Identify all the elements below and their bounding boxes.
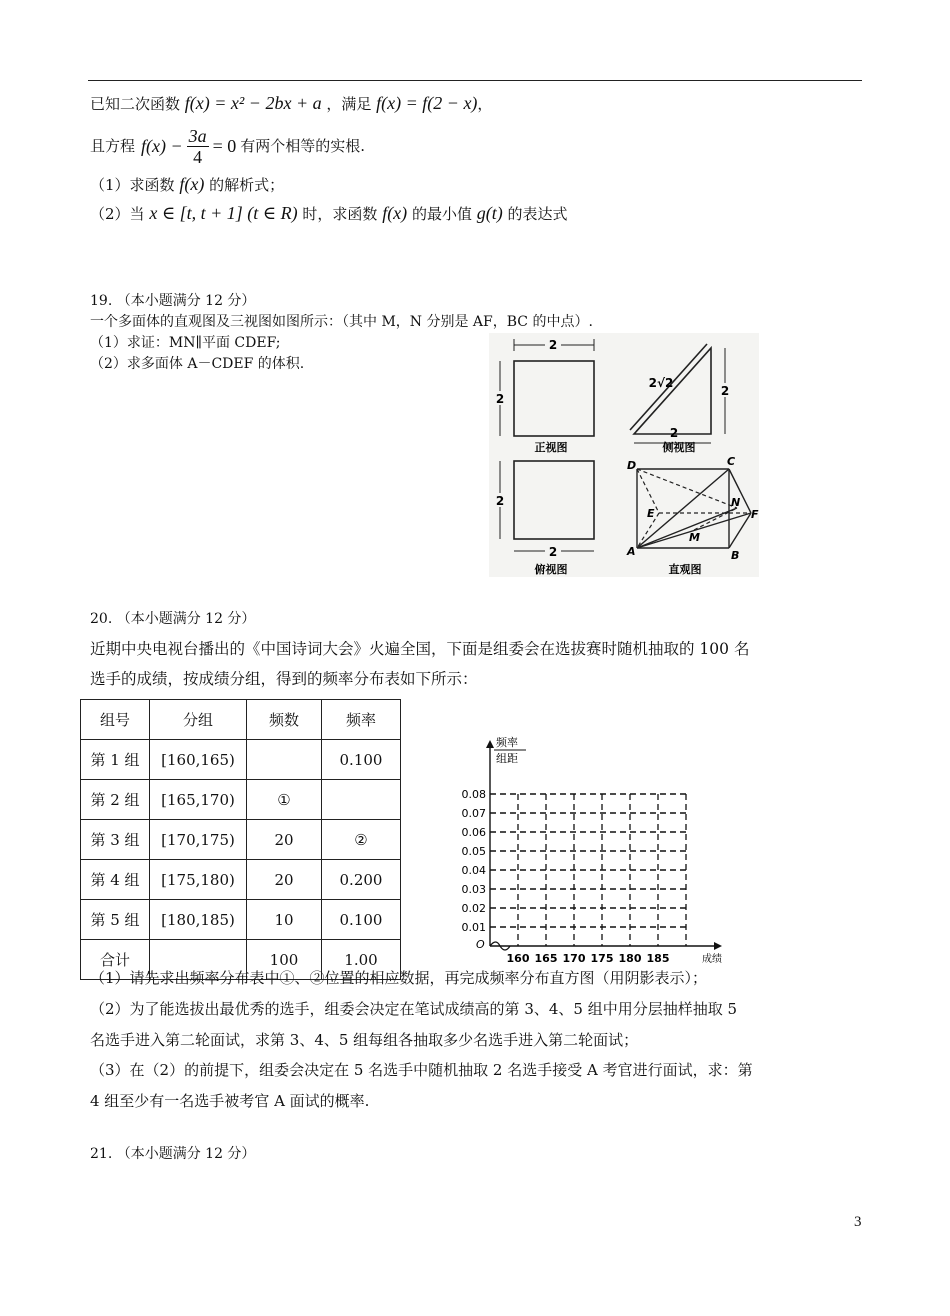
table-cell: [247, 740, 322, 780]
histogram-svg: [452, 734, 722, 980]
x-tick-label: 185: [646, 952, 670, 965]
q21-header: 21. （本小题满分 12 分）: [90, 1146, 256, 1162]
y-tick-label: 0.07: [461, 807, 486, 820]
table-row: [81, 820, 401, 860]
table-cell: 100: [247, 940, 322, 980]
frequency-table: [80, 699, 401, 980]
q20-part1: （1）请先求出频率分布表中①、②位置的相应数据，再完成频率分布直方图（用阴影表示）；: [90, 969, 708, 987]
x-tick-label: 175: [590, 952, 614, 965]
q20-part2b: 名选手进入第二轮面试，求第 3、4、5 组每组各抽取多少名选手进入第二轮面试；: [90, 1031, 639, 1049]
q20-header: 20. （本小题满分 12 分）: [90, 611, 256, 627]
side-view-triangle: [634, 348, 711, 434]
table-cell: [165,170): [150, 780, 247, 820]
q18-p2-g: g(t): [476, 203, 503, 223]
top-view-label: 俯视图: [534, 563, 568, 576]
x-tick-label: 160: [506, 952, 530, 965]
table-header: 频数: [247, 700, 322, 740]
q18-p2-post: 的表达式: [507, 205, 568, 223]
histogram-grid: [490, 794, 686, 946]
q20-intro-2: 选手的成绩，按成绩分组，得到的频率分布表如下所示：: [90, 670, 478, 688]
pt-D: D: [627, 459, 637, 472]
table-cell: 第 2 组: [81, 780, 150, 820]
q18-p2-f: f(x): [382, 203, 408, 223]
top-rule: [88, 80, 862, 81]
y-tick-label: 0.08: [461, 788, 486, 801]
y-axis-arrow: [486, 740, 494, 748]
table-cell: 0.200: [322, 860, 401, 900]
table-header-row: [81, 700, 401, 740]
q18-p2-mid: 时，求函数: [302, 205, 378, 223]
y-label-top: 频率: [496, 736, 518, 749]
table-cell: 20: [247, 860, 322, 900]
table-cell: ②: [322, 820, 401, 860]
q18-line2-eq: = 0: [212, 136, 237, 156]
pt-B: B: [731, 549, 740, 562]
table-row: [81, 740, 401, 780]
table-cell: [160,165): [150, 740, 247, 780]
q18-fraction: [187, 126, 209, 167]
y-label-bottom: 组距: [496, 752, 518, 765]
q18-condition: f(x) = f(2 − x): [376, 93, 478, 113]
origin-label: O: [476, 938, 485, 951]
y-tick-label: 0.01: [461, 921, 486, 934]
q18-line2-post: 有两个相等的实根.: [240, 137, 366, 155]
q18-line1-end: ，: [477, 95, 493, 113]
pt-A: A: [627, 545, 636, 558]
table-row: [81, 780, 401, 820]
histogram: [452, 734, 722, 980]
fraction-numerator: 3a: [188, 125, 207, 146]
y-tick-label: 0.05: [461, 845, 486, 858]
y-tick-label: 0.04: [461, 864, 486, 877]
table-cell: 第 1 组: [81, 740, 150, 780]
q20-part3b: 4 组至少有一名选手被考官 A 面试的概率.: [90, 1092, 370, 1110]
side-view-label: 侧视图: [662, 441, 696, 454]
table-cell: [175,180): [150, 860, 247, 900]
table-cell: 第 4 组: [81, 860, 150, 900]
q18-line2-pre: 且方程: [90, 137, 136, 155]
q18-line1-mid: ，满足: [326, 95, 372, 113]
table-cell: 第 5 组: [81, 900, 150, 940]
table-row: [81, 860, 401, 900]
table-cell: ①: [247, 780, 322, 820]
table-cell: 1.00: [322, 940, 401, 980]
table-cell: [170,175): [150, 820, 247, 860]
table-header: 频率: [322, 700, 401, 740]
page-number: 3: [854, 1214, 862, 1230]
q18-line2: [90, 122, 365, 170]
table-header: 组号: [81, 700, 150, 740]
q18-p2-pre: （2）当: [90, 205, 145, 223]
top-view-square: [514, 461, 594, 539]
pt-C: C: [727, 455, 736, 468]
top-dim-bottom: 2: [548, 545, 558, 559]
front-dim-left: 2: [495, 392, 505, 406]
front-view-square: [514, 361, 594, 436]
q19-header: 19. （本小题满分 12 分）: [90, 293, 256, 309]
y-tick-label: 0.02: [461, 902, 486, 915]
table-cell: [180,185): [150, 900, 247, 940]
q20-part3a: （3）在（2）的前提下，组委会决定在 5 名选手中随机抽取 2 名选手接受 A 考官进行面试，求：第: [90, 1061, 753, 1079]
table-cell: 合计: [81, 940, 150, 980]
table-row: [81, 900, 401, 940]
table-cell: 10: [247, 900, 322, 940]
q18-p1-post: 的解析式；: [209, 176, 285, 194]
q19-intro: 一个多面体的直观图及三视图如图所示：（其中 M，N 分别是 AF，BC 的中点）.: [90, 314, 593, 330]
q18-line1: [90, 93, 492, 114]
table-cell: 0.100: [322, 740, 401, 780]
table-cell: 0.100: [322, 900, 401, 940]
q18-part1: [90, 174, 284, 195]
side-dim-hyp: 2√2: [648, 376, 674, 390]
q18-p1-pre: （1）求函数: [90, 176, 175, 194]
table-cell: 第 3 组: [81, 820, 150, 860]
q18-line2-f: f(x) −: [141, 136, 183, 156]
front-view-label: 正视图: [534, 441, 568, 454]
pt-N: N: [731, 496, 741, 509]
q18-line1-pre: 已知二次函数: [90, 95, 181, 113]
pt-E: E: [647, 507, 655, 520]
q19-part1: （1）求证：MN∥平面 CDEF;: [90, 335, 281, 351]
top-dim-left: 2: [495, 494, 505, 508]
y-tick-label: 0.06: [461, 826, 486, 839]
q19-part2: （2）求多面体 A－CDEF 的体积.: [90, 356, 305, 372]
x-tick-label: 165: [534, 952, 558, 965]
table-cell: 20: [247, 820, 322, 860]
q20-part2a: （2）为了能选拔出最优秀的选手，组委会决定在笔试成绩高的第 3、4、5 组中用分层抽样抽取 5: [90, 1000, 738, 1018]
x-tick-label: 180: [618, 952, 642, 965]
q18-p2-mid2: 的最小值: [411, 205, 472, 223]
x-axis-label: 成绩: [702, 954, 722, 965]
y-tick-label: 0.03: [461, 883, 486, 896]
q18-part2: [90, 203, 568, 224]
direct-view-label: 直观图: [668, 563, 702, 576]
side-dim-bottom: 2: [669, 426, 679, 440]
table-header: 分组: [150, 700, 247, 740]
three-view-figure: [489, 333, 759, 577]
front-dim-top: 2: [548, 338, 558, 352]
q18-function: f(x) = x² − 2bx + a: [184, 93, 322, 113]
pt-F: F: [751, 508, 759, 521]
q20-intro-1: 近期中央电视台播出的《中国诗词大会》火遍全国，下面是组委会在选拔赛时随机抽取的 100 名: [90, 640, 750, 658]
fraction-denominator: 4: [193, 146, 203, 167]
x-tick-label: 170: [562, 952, 586, 965]
histogram-labels: [462, 735, 723, 965]
q18-p1-f: f(x): [179, 174, 205, 194]
q18-p2-cond: x ∈ [t, t + 1] (t ∈ R): [149, 203, 298, 223]
x-axis-arrow: [714, 942, 722, 950]
table-cell: [322, 780, 401, 820]
pt-M: M: [689, 531, 700, 544]
three-view-svg: [489, 333, 759, 577]
side-dim-right: 2: [720, 384, 730, 398]
